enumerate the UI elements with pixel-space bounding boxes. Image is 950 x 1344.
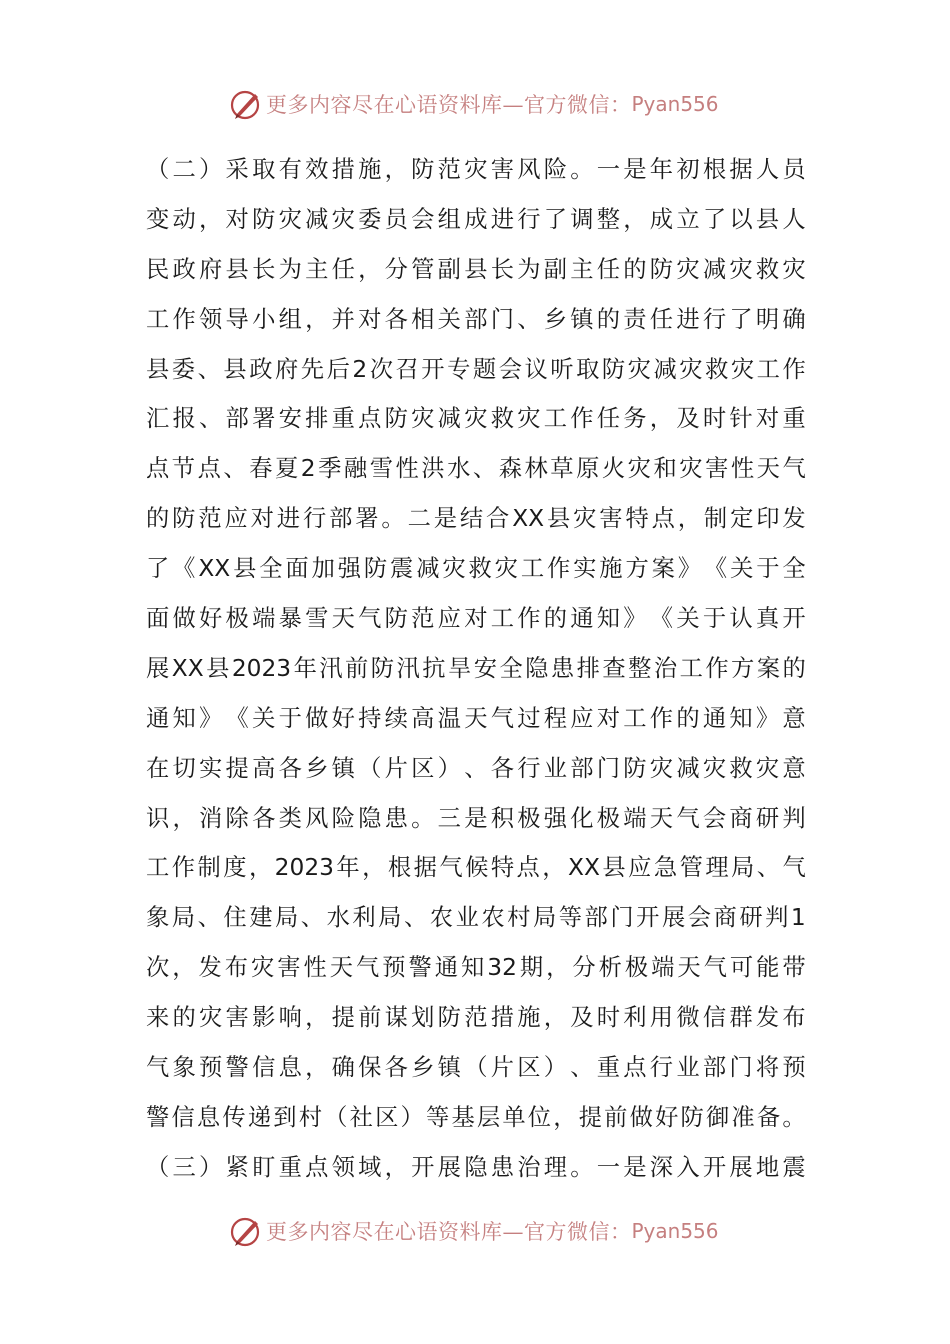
body-text-line: 的 防 范 应 对 进 行 部 署 。 二 是 结 合 XX 县 灾 害 特 点 ， 制 定 印 发 [146,505,806,533]
watermark-text: 更多内容尽在心语资料库—官方微信： [266,1220,632,1244]
body-text-line: 县 委 、 县 政 府 先 后 2 次 召 开 专 题 会 议 听 取 防 灾 减 灾 救 灾 工 作 [146,355,806,383]
body-text-line: 点 节 点 、 春 夏 2 季 融 雪 性 洪 水 、 森 林 草 原 火 灾 和 灾 害 性 天 气 [146,455,806,483]
body-text-line: 识 ， 消 除 各 类 风 险 隐 患 。 三 是 积 极 强 化 极 端 天 气 会 商 研 判 [146,804,806,832]
body-text-line: 在 切 实 提 高 各 乡 镇 （ 片 区 ） 、 各 行 业 部 门 防 灾 减 灾 救 灾 意 [146,754,806,782]
body-text-line: 象 局 、 住 建 局 、 水 利 局 、 农 业 农 村 局 等 部 门 开 展 会 商 研 判 1 [146,904,806,932]
body-text-line: 面 做 好 极 端 暴 雪 天 气 防 范 应 对 工 作 的 通 知 》 《 关 于 认 真 开 [146,605,806,633]
body-text-line: 次 ， 发 布 灾 害 性 天 气 预 警 通 知 32 期 ， 分 析 极 端 天 气 可 能 带 [146,954,806,982]
body-text-line: 气 象 预 警 信 息 ， 确 保 各 乡 镇 （ 片 区 ） 、 重 点 行 业 部 门 将 预 [146,1054,806,1082]
body-text-line: 工 作 制 度 ， 2023 年 ， 根 据 气 候 特 点 ， XX 县 应 急 管 理 局 、 气 [146,854,806,882]
body-text-line: 通 知 》 《 关 于 做 好 持 续 高 温 天 气 过 程 应 对 工 作 的 通 知 》 意 [146,704,806,732]
document-body [146,145,806,1193]
pen-logo-icon [228,86,264,122]
body-text-line: （ 三 ） 紧 盯 重 点 领 域 ， 开 展 隐 患 治 理 。 一 是 深 入 开 展 地 震 [146,1153,806,1181]
pen-logo-icon [228,1213,264,1249]
body-text-line: 展 XX 县 2023 年 汛 前 防 汛 抗 旱 安 全 隐 患 排 查 整 治 工 作 方 案 的 [146,654,806,682]
body-text-line: 来 的 灾 害 影 响 ， 提 前 谋 划 防 范 措 施 ， 及 时 利 用 微 信 群 发 布 [146,1004,806,1032]
body-text-line: 警 信 息 传 递 到 村 （ 社 区 ） 等 基 层 单 位 ， 提 前 做 好 防 御 准 备 。 [146,1103,806,1131]
header-watermark [228,84,748,124]
body-text-line: 变 动 ， 对 防 灾 减 灾 委 员 会 组 成 进 行 了 调 整 ， 成 立 了 以 县 人 [146,205,806,233]
body-text-line: 汇 报 、 部 署 安 排 重 点 防 灾 减 灾 救 灾 工 作 任 务 ， 及 时 针 对 重 [146,405,806,433]
watermark-wechat-id: Pyan556 [631,1219,719,1243]
body-text-line: 民 政 府 县 长 为 主 任 ， 分 管 副 县 长 为 副 主 任 的 防 灾 减 灾 救 灾 [146,255,806,283]
watermark-wechat-id: Pyan556 [631,92,719,116]
body-text-line: 工 作 领 导 小 组 ， 并 对 各 相 关 部 门 、 乡 镇 的 责 任 进 行 了 明 确 [146,305,806,333]
footer-watermark [228,1211,748,1251]
watermark-text: 更多内容尽在心语资料库—官方微信： [266,93,632,117]
body-text-line: （ 二 ） 采 取 有 效 措 施 ， 防 范 灾 害 风 险 。 一 是 年 初 根 据 人 员 [146,156,806,183]
body-text-line: 了 《 XX 县 全 面 加 强 防 震 减 灾 救 灾 工 作 实 施 方 案 》 《 关 于 全 [146,555,806,583]
